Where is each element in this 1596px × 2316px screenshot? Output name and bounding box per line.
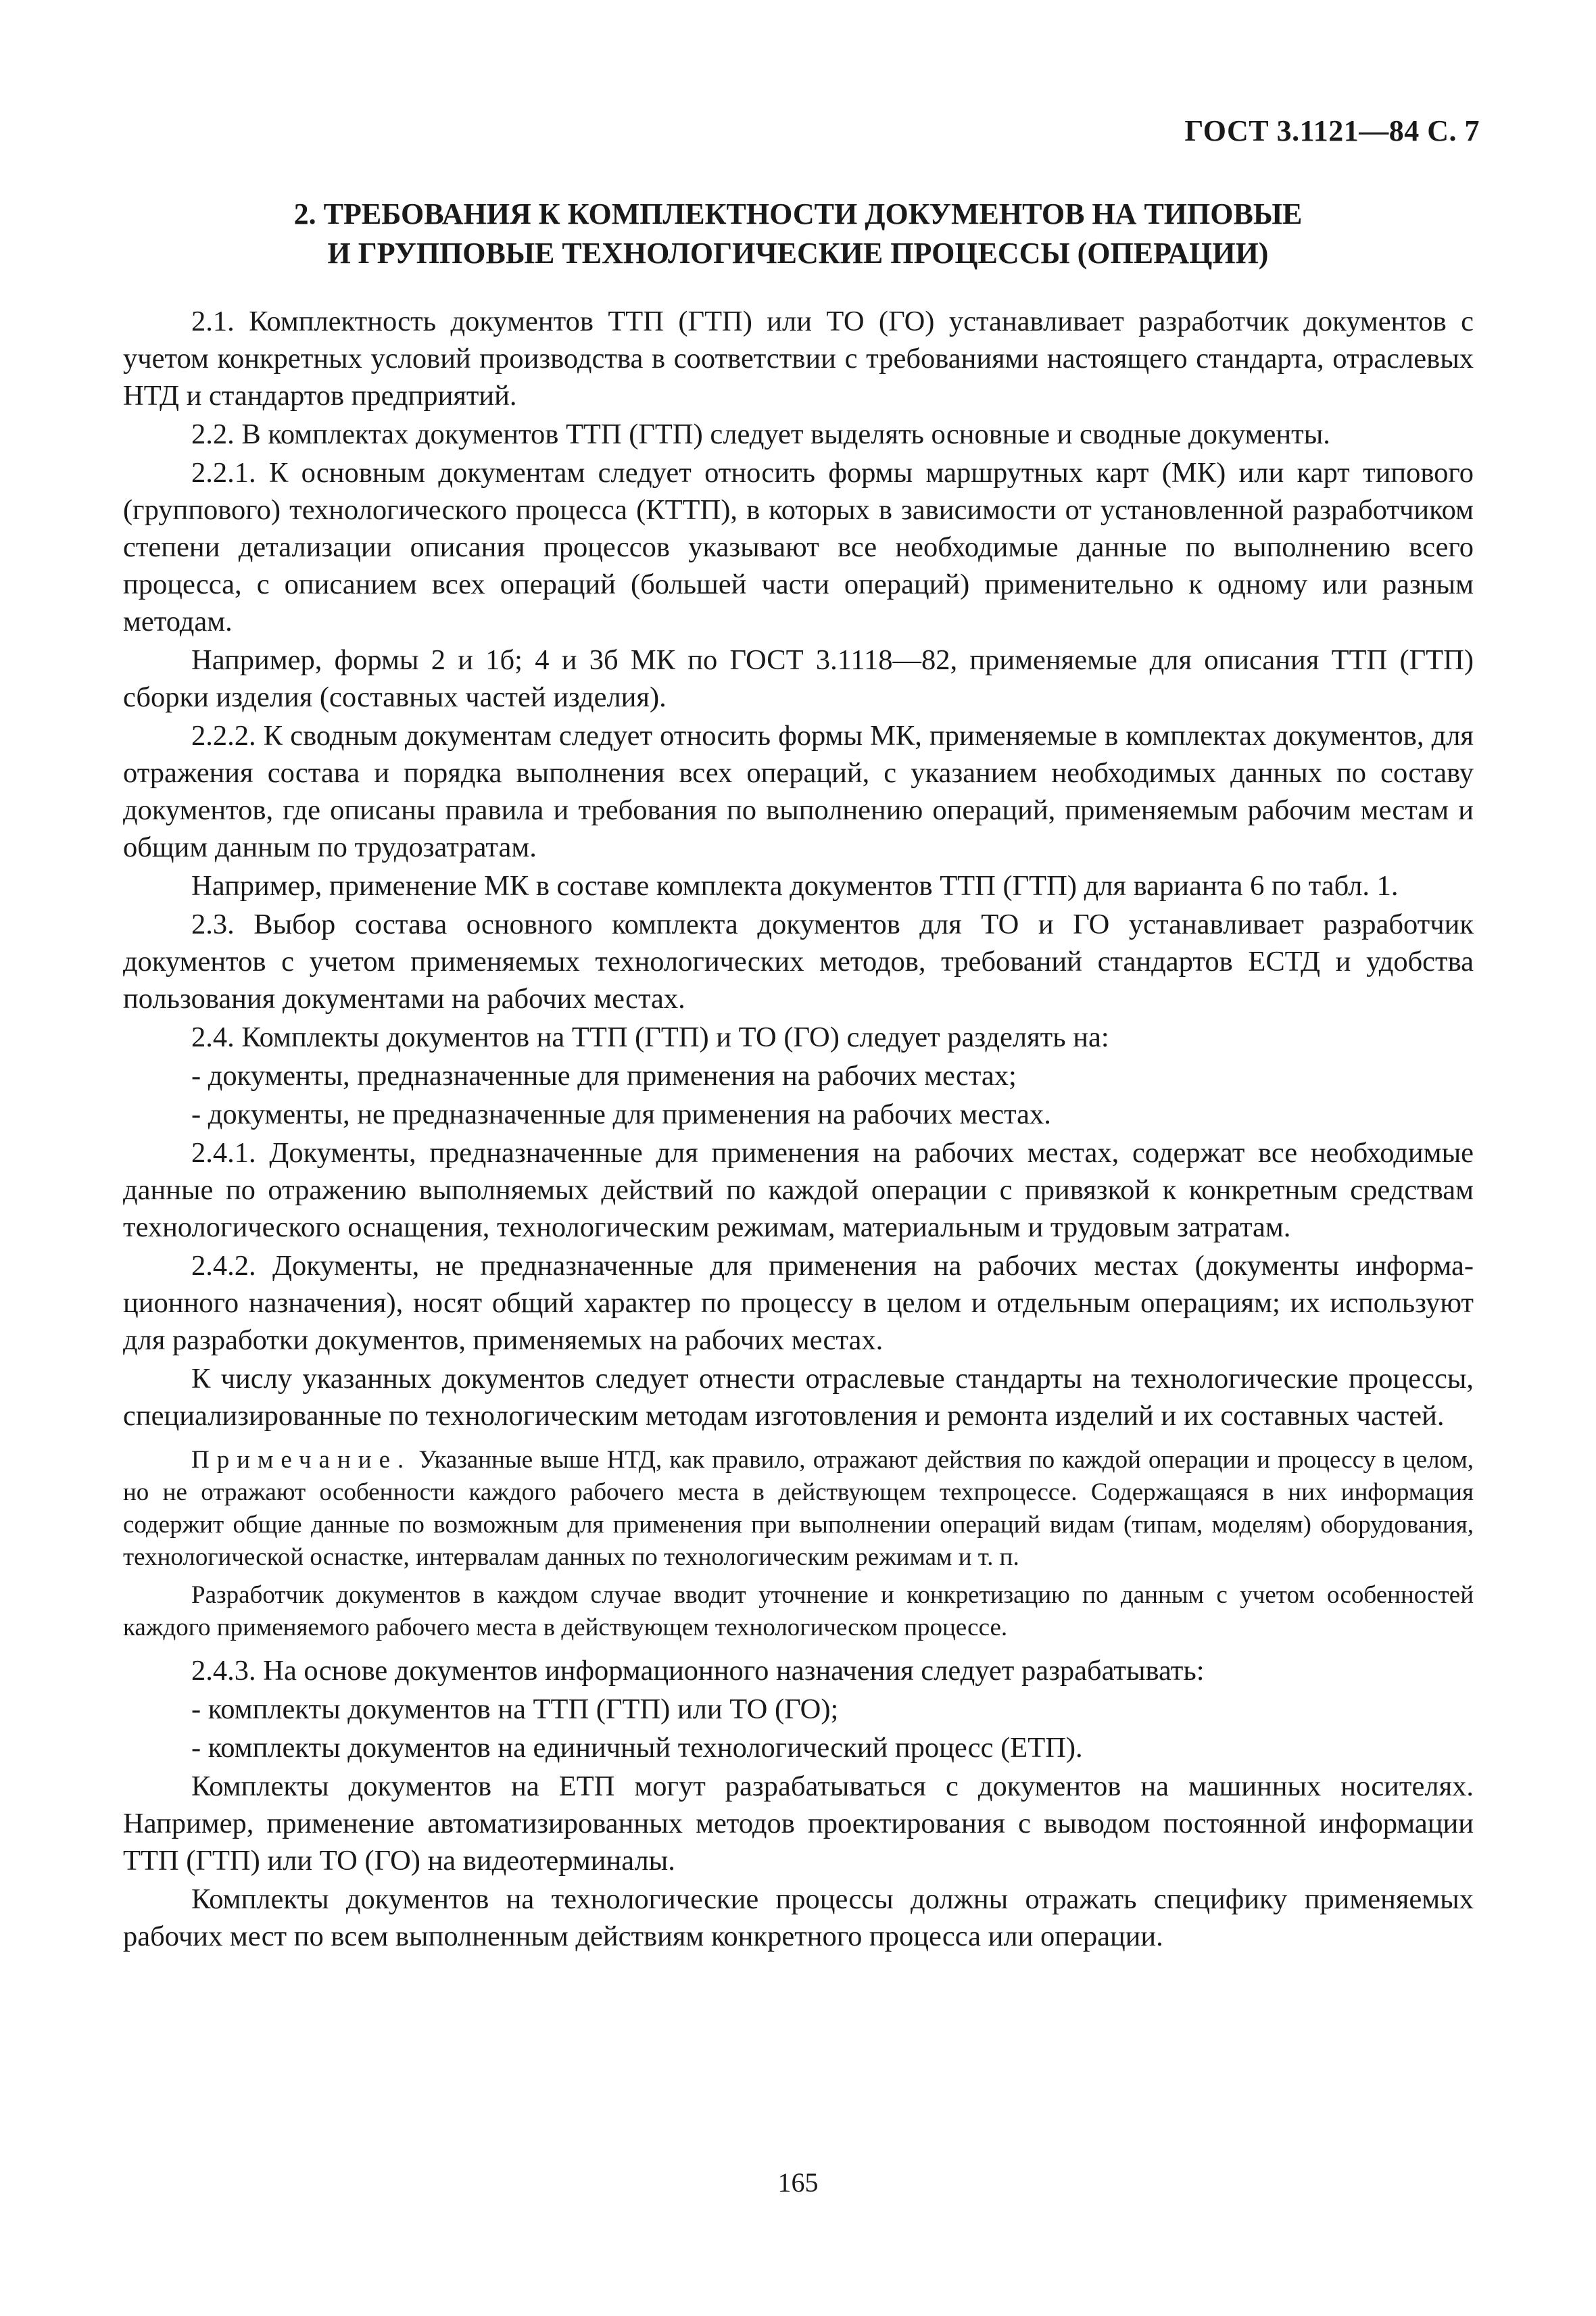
- paragraph-2-3: 2.3. Выбор состава основного комплекта документов для ТО и ГО устанавливает разработчик документов с учетом применяемых технологических методов, требований стандартов ЕСТД и удобства пользования документами на рабочих местах.: [123, 909, 1474, 1015]
- note-paragraph: [123, 1444, 1474, 1574]
- page-number: 165: [777, 2167, 819, 2198]
- paragraph-final: Комплекты документов на технологические процессы должны отражать специфику применяемых рабочих мест по всем выполненным действиям конкретного процесса или операции.: [123, 1883, 1474, 1952]
- section-title-line-2: И ГРУППОВЫЕ ТЕХНОЛОГИЧЕСКИЕ ПРОЦЕССЫ (ОПЕРАЦИИ): [327, 237, 1269, 270]
- paragraph-2-2-1: 2.2.1. К основным документам следует относить формы маршрутных карт (МК) или карт типового (группового) технологического процесса (КТТП), в которых в зависимости от установленной разработчиком степени детализации описания процессов указывают все необходимые данные по выполнению всего процесса, с описанием всех операций (большей части операций) применительно к одному или разным методам.: [123, 457, 1474, 637]
- running-header: ГОСТ 3.1121—84 С. 7: [1184, 114, 1480, 147]
- list-item-2-4-3-2: - комплекты документов на единичный технологический процесс (ЕТП).: [191, 1732, 1083, 1764]
- paragraph-2-4-2-continuation: К числу указанных документов следует отнести отраслевые стандарты на технологические процессы, специализированные по технологическим методам изготовления и ремонта изделий и их составных частей.: [123, 1363, 1474, 1432]
- note-label: Примечание.: [191, 1446, 412, 1474]
- list-item-2-4-3-1: - комплекты документов на ТТП (ГТП) или ТО (ГО);: [191, 1693, 839, 1725]
- paragraph-2-2: 2.2. В комплектах документов ТТП (ГТП) следует выделять основные и сводные документы.: [191, 418, 1330, 450]
- paragraph-2-2-2: 2.2.2. К сводным документам следует относить формы МК, применяемые в комплектах документов, для отражения состава и порядка выполнения всех операций, с указанием необходимых данных по составу документов, где описаны правила и требования по выполнению операций, применяемым рабочим местам и общим данным по трудозатратам.: [123, 720, 1474, 863]
- note-text: Указанные выше НТД, как правило, отражают действия по каждой операции и процессу в целом, но не отражают особенности каждого рабочего места в действующем техпроцессе. Содержащаяся в них информация содержит общие данные по возможным для применения при выполнении операций видам (типам, моделям) оборудования, технологической оснастке, интервалам данных по технологическим режимам и т. п.: [123, 1446, 1474, 1571]
- section-title: [122, 195, 1474, 273]
- paragraph-etp: Комплекты документов на ЕТП могут разрабатываться с документов на машинных носителях. Например, применение автоматизированных методов проектирования с выводом постоянной информации ТТП (ГТП) или ТО (ГО) на видеотерминалы.: [123, 1770, 1474, 1877]
- note-paragraph-2: Разработчик документов в каждом случае вводит уточнение и конкретизацию по данным с учетом особенностей каждого применяемого рабочего места в действующем технологическом процессе.: [123, 1581, 1474, 1641]
- paragraph-2-1: 2.1. Комплектность документов ТТП (ГТП) или ТО (ГО) устанавливает разработчик документов с учетом конкретных условий производства в соответствии с требованиями настоящего стандарта, отраслевых НТД и стандартов предприятий.: [123, 306, 1474, 412]
- paragraph-2-4: 2.4. Комплекты документов на ТТП (ГТП) и ТО (ГО) следует разделять на:: [191, 1021, 1109, 1053]
- paragraph-2-4-2: 2.4.2. Документы, не предназначенные для применения на рабочих местах (документы информационного назначения), носят общий характер по процессу в целом и отдельным операциям; их используют для разработки документов, применяемых на рабочих местах.: [123, 1250, 1474, 1356]
- paragraph-2-4-1: 2.4.1. Документы, предназначенные для применения на рабочих местах, содержат все необходимые данные по отражению выполняемых действий по каждой операции с привязкой к конкретным средствам технологического оснащения, технологическим режимам, материальным и трудовым затратам.: [123, 1137, 1474, 1243]
- paragraph-2-2-1-example: Например, формы 2 и 1б; 4 и 3б МК по ГОСТ 3.1118—82, применяемые для описания ТТП (ГТП) сборки изделия (составных частей изделия).: [123, 644, 1474, 713]
- list-item-2-4-1: - документы, предназначенные для применения на рабочих местах;: [191, 1060, 1017, 1092]
- list-item-2-4-2: - документы, не предназначенные для применения на рабочих местах.: [191, 1099, 1051, 1130]
- section-title-line-1: 2. ТРЕБОВАНИЯ К КОМПЛЕКТНОСТИ ДОКУМЕНТОВ НА ТИПОВЫЕ: [293, 197, 1303, 231]
- paragraph-2-2-2-example: Например, применение МК в составе комплекта документов ТТП (ГТП) для варианта 6 по табл. 1.: [191, 870, 1399, 902]
- body-text: [123, 303, 1474, 1956]
- paragraph-2-4-3: 2.4.3. На основе документов информационного назначения следует разрабатывать:: [191, 1655, 1205, 1687]
